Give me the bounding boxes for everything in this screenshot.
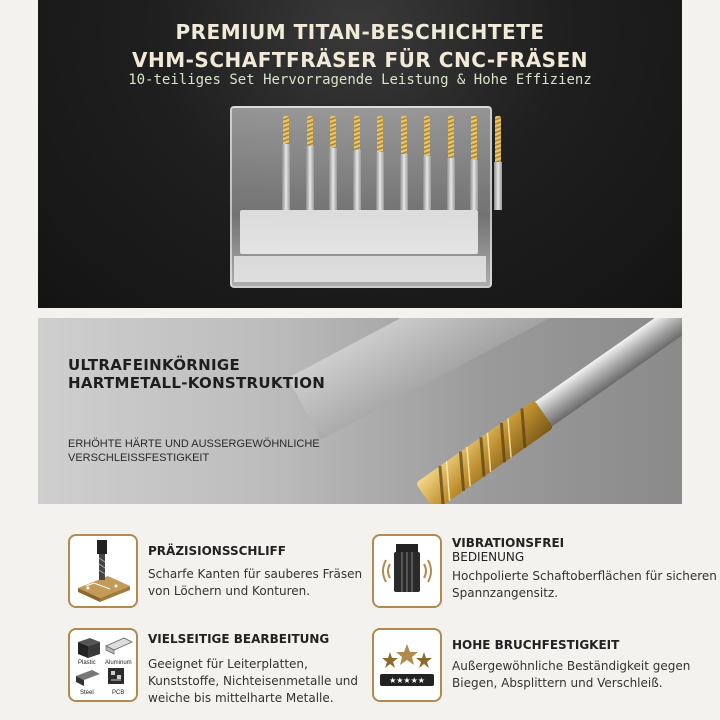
- box-tray: [240, 210, 478, 254]
- svg-text:★★★★★: ★★★★★: [389, 676, 425, 685]
- feature-text-line1: Hochpolierte Schaftoberflächen für sicheren: [452, 569, 717, 583]
- feature-break-resistance: [372, 628, 712, 708]
- end-mill-bit: [400, 116, 408, 210]
- feature-vibration-free: [372, 534, 717, 614]
- feature-precision: [68, 534, 368, 614]
- feature-title: PRÄZISIONSSCHLIFF: [148, 544, 286, 558]
- box-lid-edge: [234, 256, 486, 282]
- feature-text-line2: Spannzangensitz.: [452, 586, 559, 600]
- end-mill-bit: [447, 116, 455, 210]
- construction-text-line2: VERSCHLEISSFESTIGKEIT: [68, 452, 210, 464]
- material-label-steel: Steel: [80, 690, 94, 696]
- material-label-plastic: Plastic: [78, 660, 96, 666]
- end-mill-bit: [376, 116, 384, 210]
- end-mill-bit: [494, 116, 502, 210]
- material-label-aluminum: Aluminum: [105, 660, 132, 666]
- end-mill-bit: [470, 116, 478, 210]
- feature-text-line1: Scharfe Kanten für sauberes Fräsen: [148, 567, 363, 581]
- feature-text-line3: weiche bis mittelharte Metalle.: [148, 691, 334, 705]
- end-mill-bit: [329, 116, 337, 210]
- hero-title-line2: VHM-SCHAFTFRÄSER FÜR CNC-FRÄSEN: [132, 48, 588, 72]
- end-mill-set-box: [230, 106, 492, 288]
- feature-versatile: [68, 628, 368, 708]
- end-mill-bit: [306, 116, 314, 210]
- construction-text-line1: ERHÖHTE HÄRTE UND AUSSERGEWÖHNLICHE: [68, 438, 320, 450]
- hero-banner: [38, 0, 682, 308]
- feature-title: HOHE BRUCHFESTIGKEIT: [452, 638, 620, 652]
- feature-title-line2: BEDIENUNG: [452, 550, 525, 564]
- feature-title: VIELSEITIGE BEARBEITUNG: [148, 632, 330, 646]
- collet-vibration-icon: [372, 534, 442, 608]
- stars-rating-icon: [372, 628, 442, 702]
- drill-pcb-icon: [68, 534, 138, 608]
- construction-heading-line2: HARTMETALL-KONSTRUKTION: [68, 374, 326, 392]
- feature-text-line2: von Löchern und Konturen.: [148, 584, 311, 598]
- feature-text-line1: Geeignet für Leiterplatten,: [148, 657, 308, 671]
- end-mill-closeup-image: [388, 318, 682, 504]
- feature-text-line2: Kunststoffe, Nichteisenmetalle und: [148, 674, 359, 688]
- construction-heading-line1: ULTRAFEINKÖRNIGE: [68, 356, 241, 374]
- feature-text-line2: Biegen, Absplittern und Verschleiß.: [452, 676, 663, 690]
- hero-subtitle: 10-teiliges Set Hervorragende Leistung & Hohe Effizienz: [128, 72, 592, 88]
- material-label-pcb: PCB: [112, 690, 125, 696]
- construction-banner: [38, 318, 682, 504]
- end-mill-bit: [282, 116, 290, 210]
- end-mill-bit: [423, 116, 431, 210]
- feature-title-line1: VIBRATIONSFREI: [452, 536, 565, 550]
- end-mill-bit: [353, 116, 361, 210]
- feature-text-line1: Außergewöhnliche Beständigkeit gegen: [452, 659, 691, 673]
- hero-title-line1: PREMIUM TITAN-BESCHICHTETE: [175, 20, 545, 44]
- materials-icon: [68, 628, 138, 702]
